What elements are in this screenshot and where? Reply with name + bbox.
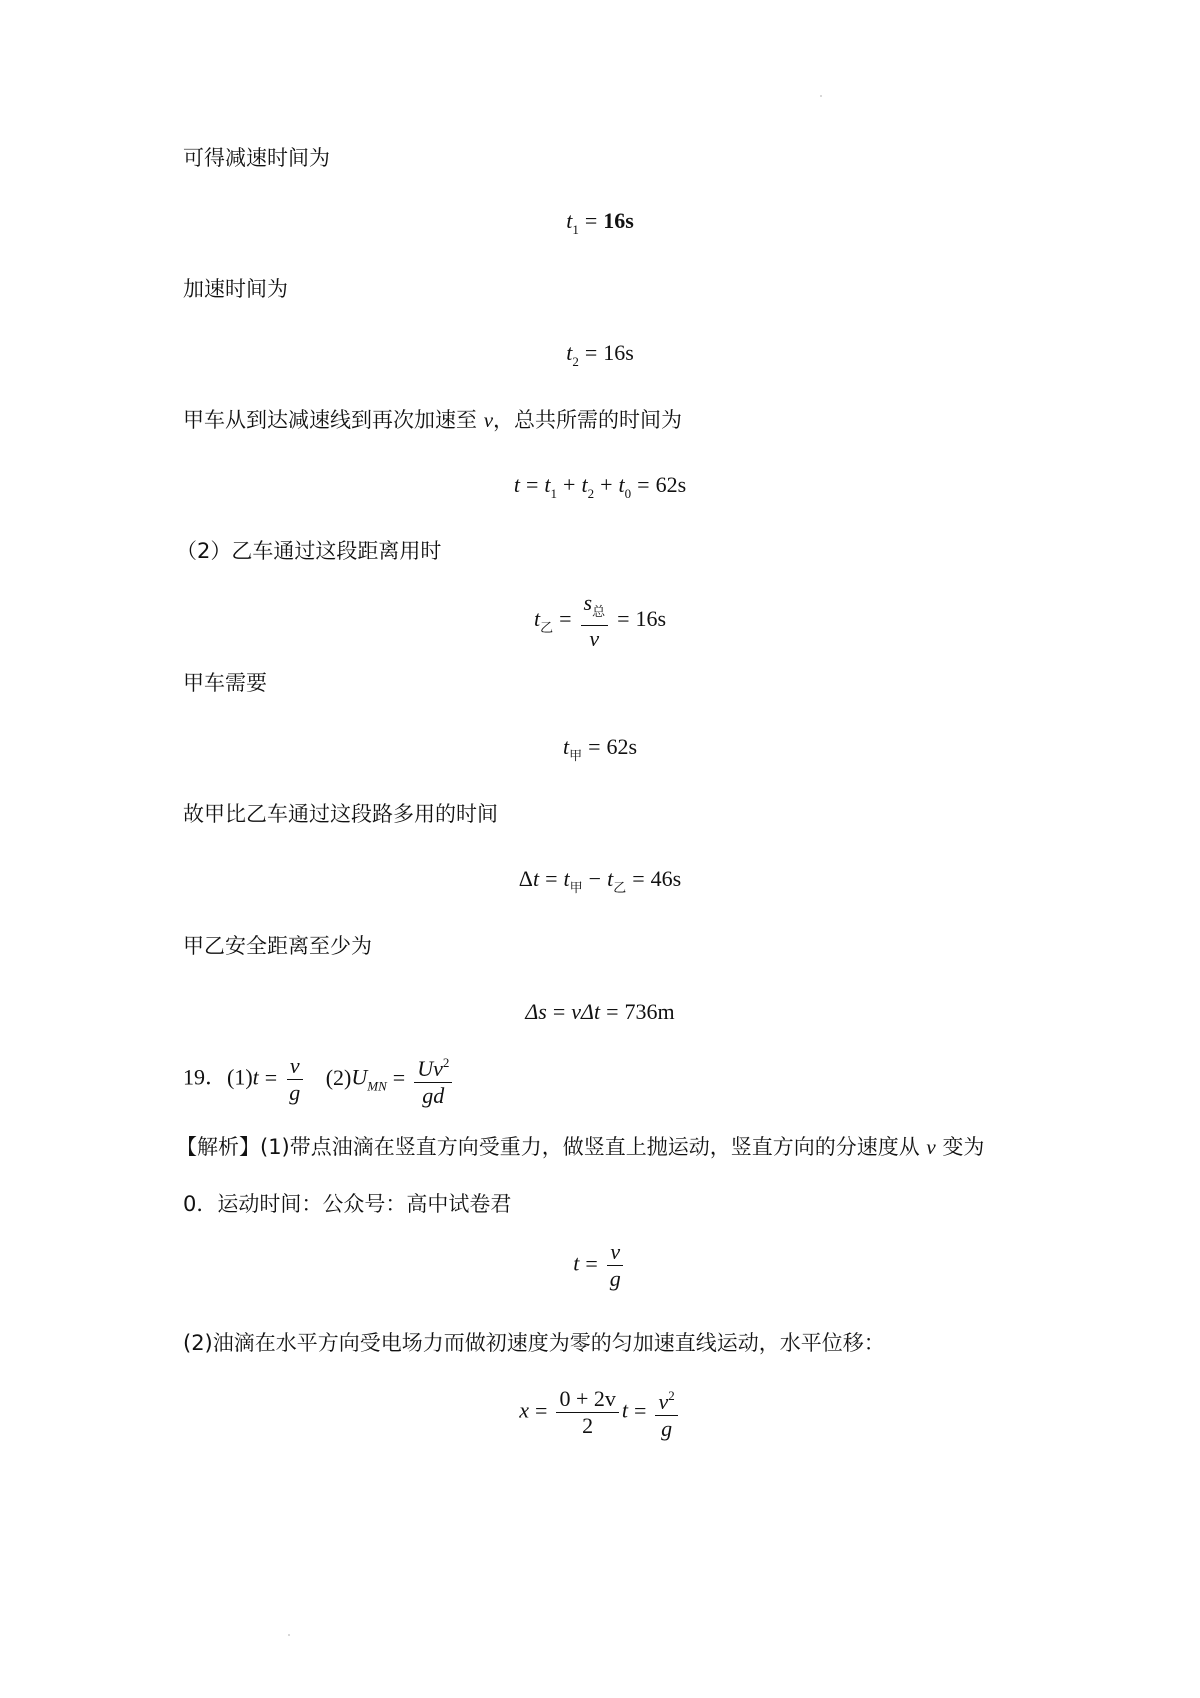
equation-delta-t: $\Delta t = t_甲 - t_乙 = 46s$ <box>518 866 682 895</box>
text-line-jia-needs: 甲车需要 <box>183 671 267 695</box>
equation-t-jia: $t_甲 = 62s$ <box>562 734 638 763</box>
equation-t2: $t_2 = 16s$ <box>566 340 634 369</box>
equation-total-t: $t = t_1 + t_2 + t_0 = 62s$ <box>513 472 687 501</box>
question-19-answer: 19．(1)t = $\frac{v}{g}$ $(2)U_{MN}$ = $\frac{Uv^2}{gd}$ <box>183 1050 455 1109</box>
equation-t1: $t_1 = 16s$ <box>566 208 634 237</box>
fraction: $\frac{Uv^2}{gd}$ <box>414 1050 452 1109</box>
fraction: $\frac{v}{g}$ <box>607 1239 624 1292</box>
text-line-total-time: 甲车从到达减速线到再次加速至 v，总共所需的时间为 <box>183 408 683 432</box>
fraction: $\frac{0 + 2v}{2}$ <box>556 1386 618 1439</box>
text-line-analysis: 【解析】(1)带点油滴在竖直方向受重力，做竖直上抛运动，竖直方向的分速度从 v 变为 <box>176 1135 985 1159</box>
fraction: $\frac{s_总}{v}$ <box>581 590 609 652</box>
fraction: $\frac{v}{g}$ <box>286 1053 303 1106</box>
scan-speck <box>288 1634 290 1636</box>
text-line-extra-time: 故甲比乙车通过这段路多用的时间 <box>183 802 498 826</box>
equation-t-v-over-g: t = $\frac{v}{g}$ <box>0 1239 1200 1292</box>
text-line-horizontal-displacement: (2)油滴在水平方向受电场力而做初速度为零的匀加速直线运动，水平位移： <box>183 1331 885 1355</box>
text-line-safe-distance: 甲乙安全距离至少为 <box>183 934 372 958</box>
text-line-acceleration-time: 加速时间为 <box>183 277 288 301</box>
text-line-motion-time: 0．运动时间：公众号：高中试卷君 <box>183 1192 512 1216</box>
equation-t-yi: $t_乙$ = $\frac{s_总}{v}$ = 16s <box>533 590 667 651</box>
equation-delta-s: Δs = vΔt = 736m <box>525 999 675 1024</box>
scan-speck <box>820 95 822 97</box>
text-line-deceleration-time: 可得减速时间为 <box>183 146 330 170</box>
fraction: $\frac{v^2}{g}$ <box>655 1383 677 1442</box>
equation-x: x = $\frac{0 + 2v}{2}$ t = $\frac{v^2}{g}$ <box>0 1383 1200 1442</box>
text-line-part2: （2）乙车通过这段距离用时 <box>176 539 442 563</box>
